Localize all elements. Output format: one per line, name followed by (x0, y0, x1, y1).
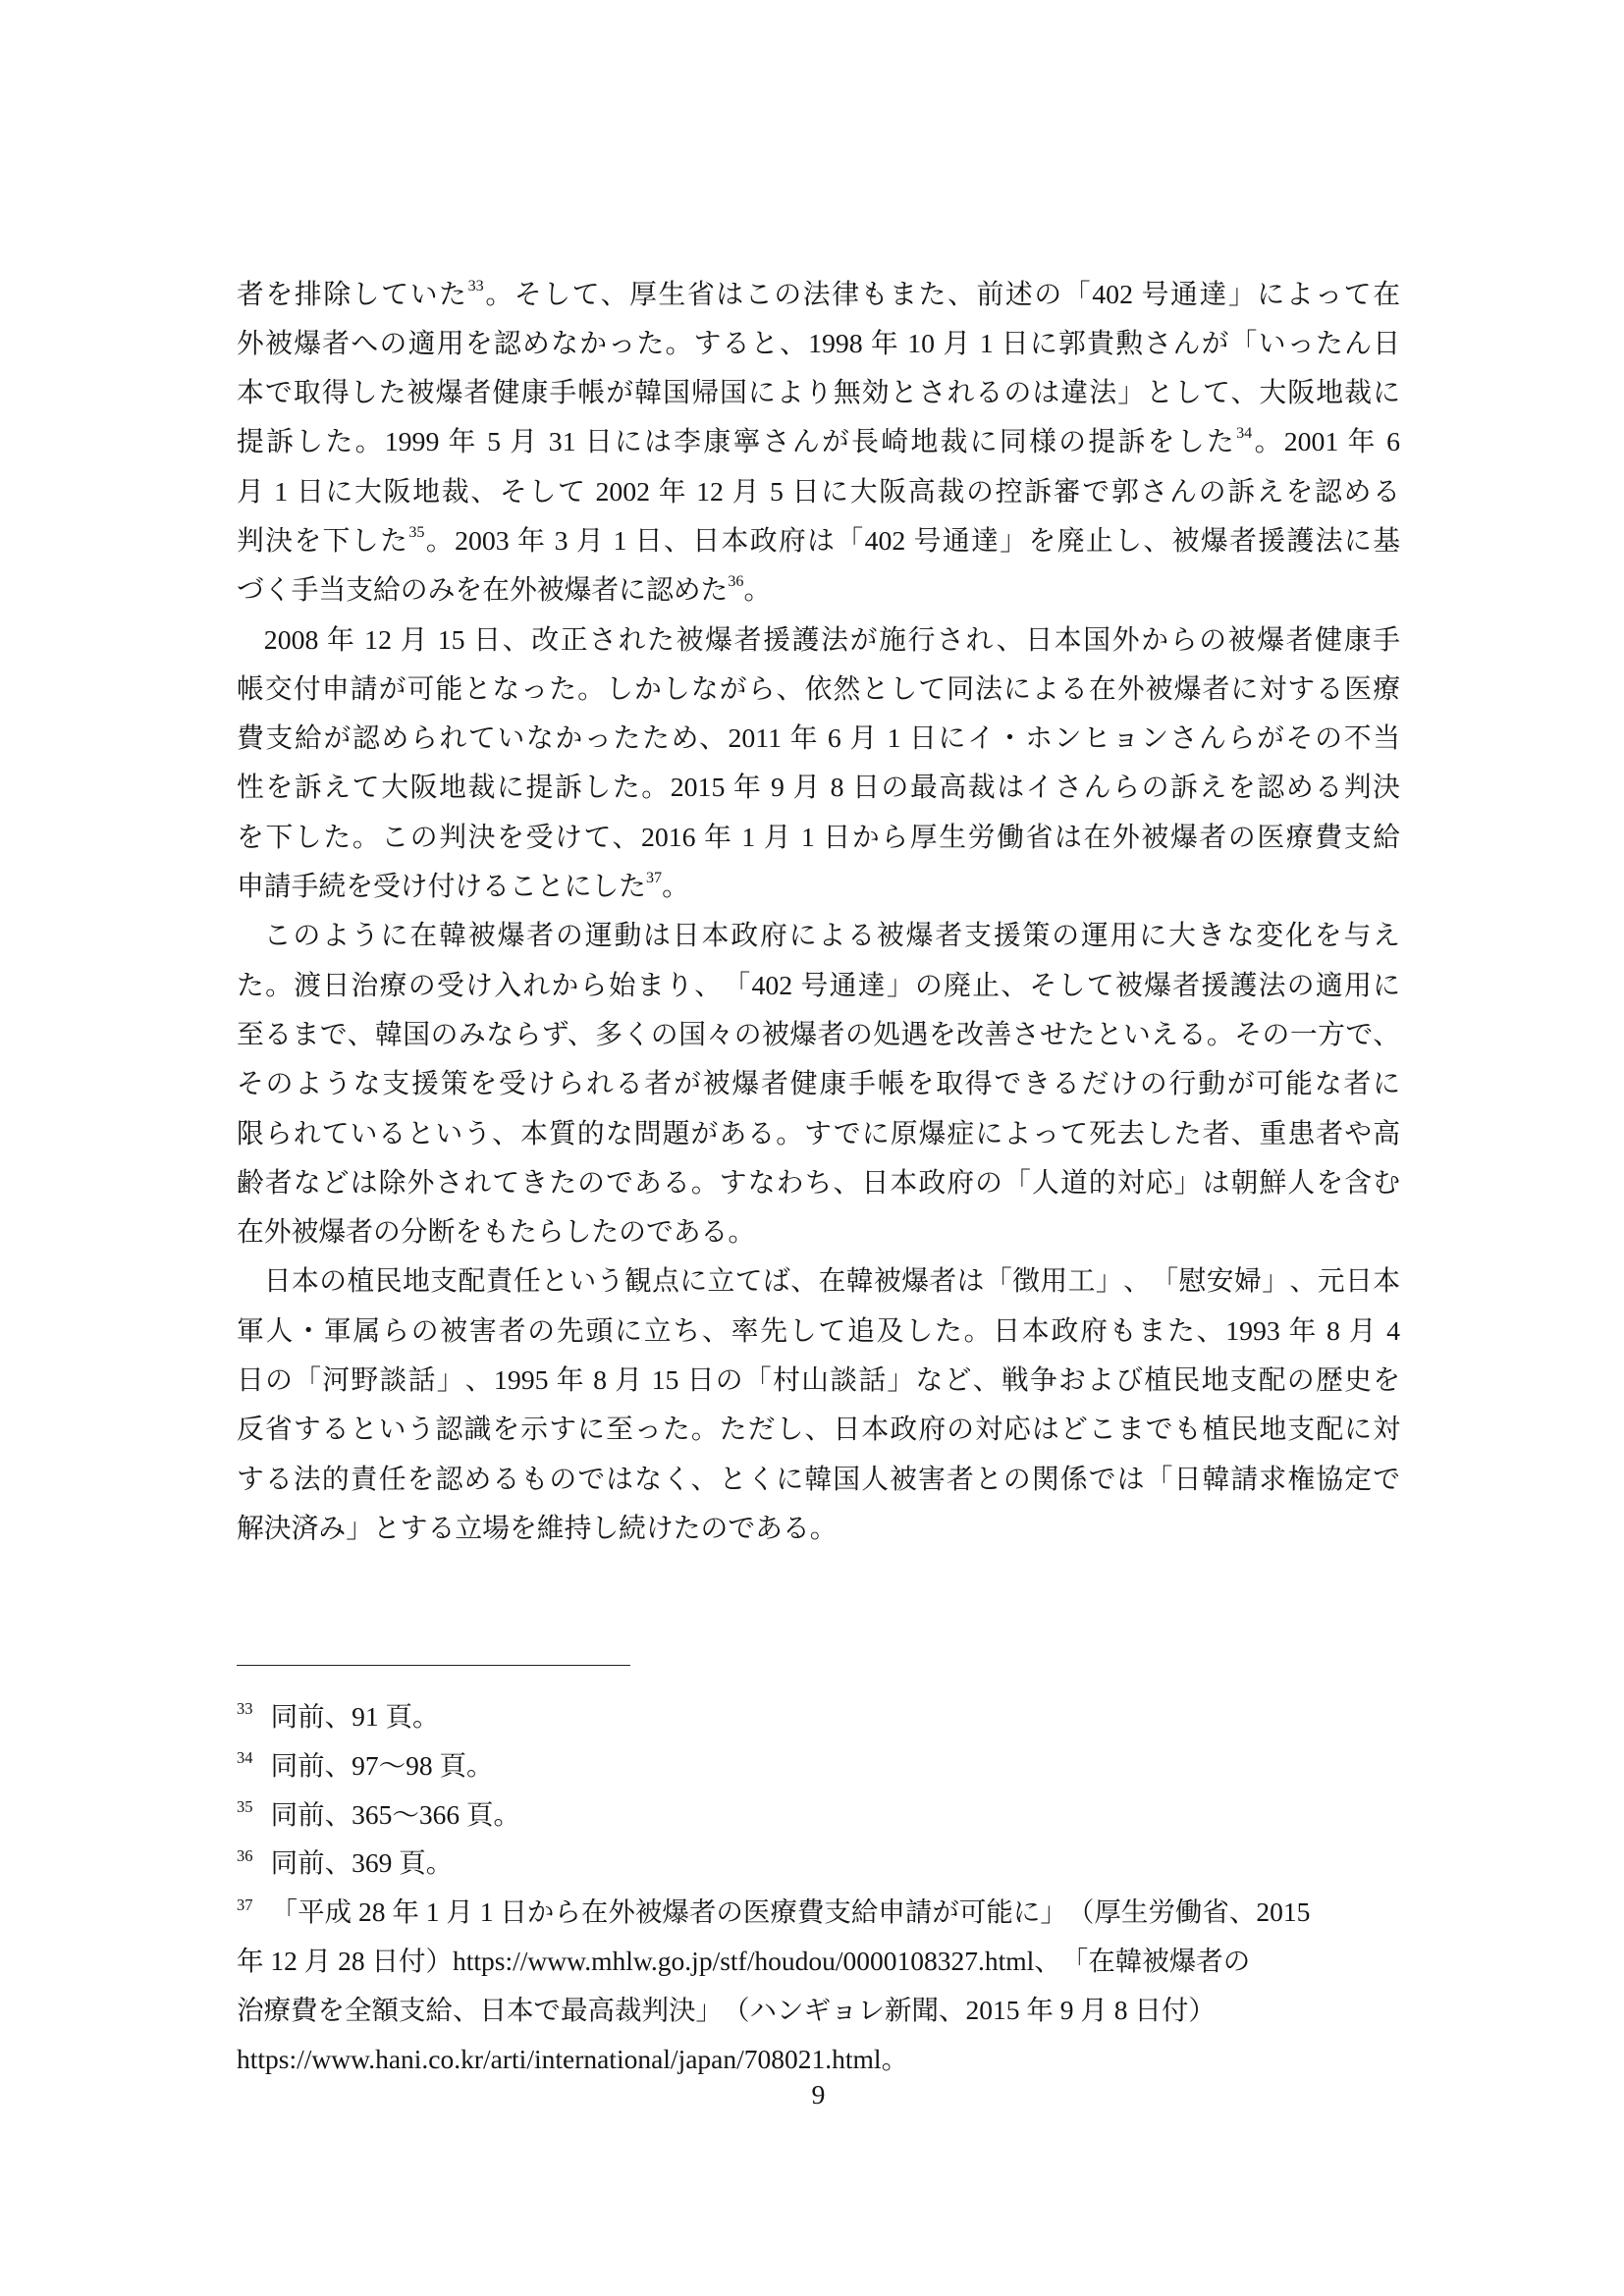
footnote-text: 同前、365～366 頁。 (270, 1798, 521, 1830)
footnote-line (237, 1790, 1400, 1840)
page-number: 9 (811, 2080, 826, 2110)
text-line (237, 1159, 1400, 1208)
footnote-text: https://www.hani.co.kr/arti/international/japan/708021.html。 (237, 2043, 909, 2074)
text-run: 。2001 年 6 (1252, 427, 1400, 458)
footnotes-section (237, 1692, 1400, 2083)
text-run: 日の「河野談話」、1995 年 8 月 15 日の「村山談話」など、戦争および植民地支配の歴史を (237, 1365, 1400, 1397)
text-line (237, 369, 1400, 418)
text-run: 月 1 日に大阪地裁、そして 2002 年 12 月 5 日に大阪高裁の控訴審で郭さんの訴えを認める (237, 476, 1400, 507)
text-run: 。そして、厚生省はこの法律もまた、前述の「402 号通達」によって在 (483, 279, 1400, 310)
text-run: 2008 年 12 月 15 日、改正された被爆者援護法が施行され、日本国外からの被爆者健康手 (263, 624, 1400, 656)
text-line (237, 1308, 1400, 1357)
footnote-line (237, 1888, 1400, 1937)
text-run: 外被爆者への適用を認めなかった。すると、1998 年 10 月 1 日に郭貴勲さんが「いったん日 (237, 328, 1400, 359)
text-run: 本で取得した被爆者健康手帳が韓国帰国により無効とされるのは違法」として、大阪地裁に (237, 378, 1400, 409)
footnote-text: 同前、97～98 頁。 (270, 1749, 494, 1781)
footnote-reference: 37 (645, 870, 663, 887)
text-run: そのような支援策を受けられる者が被爆者健康手帳を取得できるだけの行動が可能な者に (237, 1069, 1400, 1100)
text-line (237, 418, 1400, 467)
text-line (237, 962, 1400, 1011)
text-run: 日本の植民地支配責任という観点に立てば、在韓被爆者は「徴用工」、「慰安婦」、元日本 (263, 1266, 1400, 1298)
footnote (237, 1888, 1400, 2083)
text-line (237, 863, 1400, 912)
footnote-number: 37 (237, 1895, 253, 1914)
text-line (237, 1505, 1400, 1554)
text-line (237, 715, 1400, 764)
text-line (237, 320, 1400, 369)
text-line (237, 1406, 1400, 1455)
footnote-number: 34 (237, 1748, 253, 1768)
text-run: づく手当支給のみを在外被爆者に認めた (237, 575, 729, 607)
text-run: このように在韓被爆者の運動は日本政府による被爆者支援策の運用に大きな変化を与え (263, 921, 1400, 952)
footnote-line (237, 1741, 1400, 1790)
text-run: 至るまで、韓国のみならず、多くの国々の被爆者の処遇を改善させたといえる。その一方で、 (237, 1019, 1400, 1050)
footnote-text: 治療費を全額支給、日本で最高裁判決」（ハンギョレ新聞、2015 年 9 月 8 日付） (237, 1994, 1216, 2025)
text-run: を下した。この判決を受けて、2016 年 1 月 1 日から厚生労働省は在外被爆者の医療費支給 (237, 822, 1400, 853)
text-run: 。 (743, 575, 772, 607)
paragraph (237, 912, 1400, 1257)
footnote-number: 36 (237, 1845, 253, 1865)
text-line (237, 912, 1400, 961)
footnote (237, 1839, 1400, 1888)
text-line (237, 1357, 1400, 1406)
footnote-line (237, 1692, 1400, 1741)
footnote-text: 同前、369 頁。 (270, 1847, 454, 1879)
text-line (237, 1456, 1400, 1505)
text-line (237, 1257, 1400, 1307)
paragraph (237, 616, 1400, 913)
footnote-text: 年 12 月 28 日付）https://www.mhlw.go.jp/stf/houdou/0000108327.html、「在韓被爆者の (237, 1945, 1251, 1976)
text-line (237, 616, 1400, 666)
text-line (237, 1208, 1400, 1257)
text-run: 申請手続を受け付けることにした (237, 872, 646, 903)
footnote-reference: 33 (467, 277, 484, 294)
text-run: た。渡日治療の受け入れから始まり、「402 号通達」の廃止、そして被爆者援護法の適用に (237, 970, 1400, 1001)
text-run: 性を訴えて大阪地裁に提訴した。2015 年 9 月 8 日の最高裁はイさんらの訴えを認める判決 (237, 773, 1400, 804)
footnote-reference: 36 (728, 573, 744, 591)
footnote-number: 35 (237, 1797, 253, 1817)
text-run: 者を排除していた (237, 279, 468, 310)
text-run: する法的責任を認めるものではなく、とくに韓国人被害者との関係では「日韓請求権協定で (237, 1464, 1400, 1495)
footnote-line (237, 1839, 1400, 1888)
text-line (237, 1011, 1400, 1060)
footnote-reference: 34 (1236, 425, 1253, 443)
footnote-line (237, 1986, 1400, 2035)
text-run: 在外被爆者の分断をもたらしたのである。 (237, 1217, 756, 1249)
paragraph (237, 271, 1400, 616)
text-line (237, 566, 1400, 615)
text-run: 。2003 年 3 月 1 日、日本政府は「402 号通達」を廃止し、被爆者援護法に基 (424, 525, 1400, 557)
footnote-text: 「平成 28 年 1 月 1 日から在外被爆者の医療費支給申請が可能に」（厚生労働省、2015 (270, 1896, 1311, 1928)
text-line (237, 1110, 1400, 1159)
footnote (237, 1692, 1400, 1741)
body-text (237, 271, 1400, 1555)
text-line (237, 517, 1400, 566)
text-run: 軍人・軍属らの被害者の先頭に立ち、率先して追及した。日本政府もまた、1993 年 8 月 4 (237, 1315, 1400, 1347)
text-line (237, 271, 1400, 320)
paragraph (237, 1257, 1400, 1554)
text-line (237, 814, 1400, 863)
footnote (237, 1790, 1400, 1840)
text-run: 。 (662, 872, 689, 903)
footnote-line (237, 1937, 1400, 1986)
text-run: 齢者などは除外されてきたのである。すなわち、日本政府の「人道的対応」は朝鮮人を含む (237, 1167, 1400, 1199)
footnote-separator-line (237, 1665, 630, 1666)
footnote-number: 33 (237, 1699, 253, 1719)
text-line (237, 666, 1400, 715)
text-run: 帳交付申請が可能となった。しかしながら、依然として同法による在外被爆者に対する医療 (237, 673, 1400, 705)
text-run: 判決を下した (237, 525, 409, 557)
text-line (237, 1060, 1400, 1109)
text-run: 限られているという、本質的な問題がある。すでに原爆症によって死去した者、重患者や高 (237, 1118, 1400, 1149)
footnote (237, 1741, 1400, 1790)
text-run: 費支給が認められていなかったため、2011 年 6 月 1 日にイ・ホンヒョンさんらがその不当 (237, 723, 1400, 755)
footnote-reference: 35 (408, 524, 425, 542)
text-run: 反省するという認識を示すに至った。ただし、日本政府の対応はどこまでも植民地支配に対 (237, 1415, 1400, 1446)
text-line (237, 468, 1400, 517)
footnote-text: 同前、91 頁。 (270, 1701, 440, 1732)
text-line (237, 764, 1400, 813)
text-run: 提訴した。1999 年 5 月 31 日には李康寧さんが長崎地裁に同様の提訴をした (237, 427, 1237, 458)
text-run: 解決済み」とする立場を維持し続けたのである。 (237, 1513, 838, 1544)
